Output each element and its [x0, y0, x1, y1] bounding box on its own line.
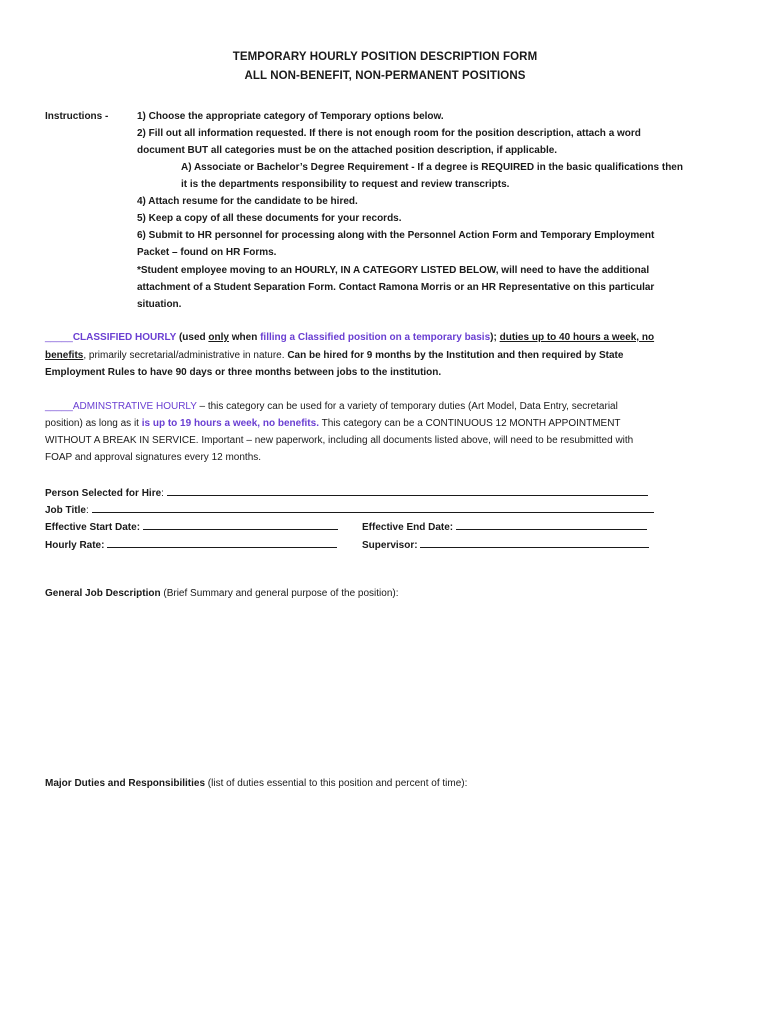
admin-hourly-line-3: WITHOUT A BREAK IN SERVICE. Important – new paperwork, including all documents listed above, will need to be resubmitted with	[45, 435, 634, 446]
start-date-field[interactable]	[143, 519, 338, 530]
classified-text: );	[490, 332, 500, 343]
admin-hourly-line-4: FOAP and approval signatures every 12 months.	[45, 452, 262, 463]
person-selected-field[interactable]	[167, 485, 648, 496]
admin-hourly-title: ADMINSTRATIVE HOURLY	[72, 401, 197, 412]
instruction-line: situation.	[137, 299, 182, 310]
instructions-label: Instructions -	[45, 111, 109, 122]
supervisor-row	[362, 537, 649, 552]
instruction-line: 4) Attach resume for the candidate to be hired.	[137, 196, 358, 207]
general-job-description-heading	[45, 587, 399, 600]
major-duties-label: Major Duties and Responsibilities	[45, 778, 206, 789]
instruction-line: 5) Keep a copy of all these documents for your records.	[137, 213, 402, 224]
instruction-line: 6) Submit to HR personnel for processing along with the Personnel Action Form and Temporary Employment	[137, 230, 655, 241]
person-selected-row: Person Selected for Hire:	[45, 485, 648, 500]
start-date-row	[45, 519, 338, 534]
instruction-line: A) Associate or Bachelor’s Degree Requirement - If a degree is REQUIRED in the basic qualifications then	[181, 162, 683, 173]
person-selected-label: Person Selected for Hire	[45, 488, 162, 499]
classified-text: Can be hired for 9 months by the Institution and then required by State	[287, 350, 624, 361]
start-date-label: Effective Start Date:	[45, 522, 141, 533]
admin-blank[interactable]: _____	[45, 401, 73, 412]
classified-hourly-line-3: Employment Rules to have 90 days or three months between jobs to the institution.	[45, 367, 442, 378]
end-date-field[interactable]	[456, 519, 647, 530]
form-title: TEMPORARY HOURLY POSITION DESCRIPTION FORM	[232, 51, 538, 63]
instruction-line: it is the departments responsibility to request and review transcripts.	[181, 179, 510, 190]
instruction-line: attachment of a Student Separation Form. Contact Ramona Morris or an HR Representative on this particular	[137, 282, 655, 293]
classified-blank[interactable]: _____	[45, 332, 73, 343]
hourly-rate-label: Hourly Rate:	[45, 540, 105, 551]
classified-hourly-line-1	[45, 331, 654, 344]
job-title-field[interactable]	[92, 502, 654, 513]
classified-duties: duties up to 40 hours a week, no	[499, 332, 655, 343]
classified-hourly-title: CLASSIFIED HOURLY	[72, 332, 177, 343]
instruction-line: Packet – found on HR Forms.	[137, 247, 277, 258]
admin-hourly-line-2	[45, 417, 621, 430]
instruction-line: 1) Choose the appropriate category of Temporary options below.	[137, 111, 444, 122]
end-date-label: Effective End Date:	[362, 522, 454, 533]
general-job-description-label: General Job Description	[45, 588, 161, 599]
supervisor-label: Supervisor:	[362, 540, 418, 551]
instruction-line: document BUT all categories must be on the attached position description, if applicable.	[137, 145, 558, 156]
admin-text: This category can be a CONTINUOUS 12 MONTH APPOINTMENT	[318, 418, 621, 429]
end-date-row	[362, 519, 647, 534]
classified-text: when	[228, 332, 261, 343]
supervisor-field[interactable]	[420, 537, 649, 548]
classified-highlight: filling a Classified position on a temporary basis	[260, 332, 491, 343]
classified-text: (used	[176, 332, 209, 343]
classified-duties-cont: benefits	[45, 350, 84, 361]
classified-text: , primarily secretarial/administrative in nature.	[83, 350, 288, 361]
general-job-description-note: (Brief Summary and general purpose of the position):	[160, 588, 399, 599]
hourly-rate-field[interactable]	[107, 537, 337, 548]
job-title-row: Job Title:	[45, 502, 654, 517]
hourly-rate-row	[45, 537, 337, 552]
admin-hourly-line-1	[45, 400, 618, 413]
admin-text: position) as long as it	[45, 418, 142, 429]
general-job-description-area[interactable]	[45, 604, 725, 769]
major-duties-area[interactable]	[45, 794, 725, 994]
admin-text: – this category can be used for a variety of temporary duties (Art Model, Data Entry, secretarial	[196, 401, 618, 412]
classified-hourly-line-2	[45, 349, 623, 362]
major-duties-note: (list of duties essential to this position and percent of time):	[205, 778, 468, 789]
classified-only: only	[208, 332, 229, 343]
major-duties-heading	[45, 777, 467, 790]
instruction-line: *Student employee moving to an HOURLY, IN A CATEGORY LISTED BELOW, will need to have the additional	[137, 265, 650, 276]
form-subtitle: ALL NON-BENEFIT, NON-PERMANENT POSITIONS	[244, 70, 526, 82]
job-title-label: Job Title	[45, 505, 86, 516]
instruction-line: 2) Fill out all information requested. If there is not enough room for the position description, attach a word	[137, 128, 641, 139]
admin-highlight: is up to 19 hours a week, no benefits.	[141, 418, 319, 429]
